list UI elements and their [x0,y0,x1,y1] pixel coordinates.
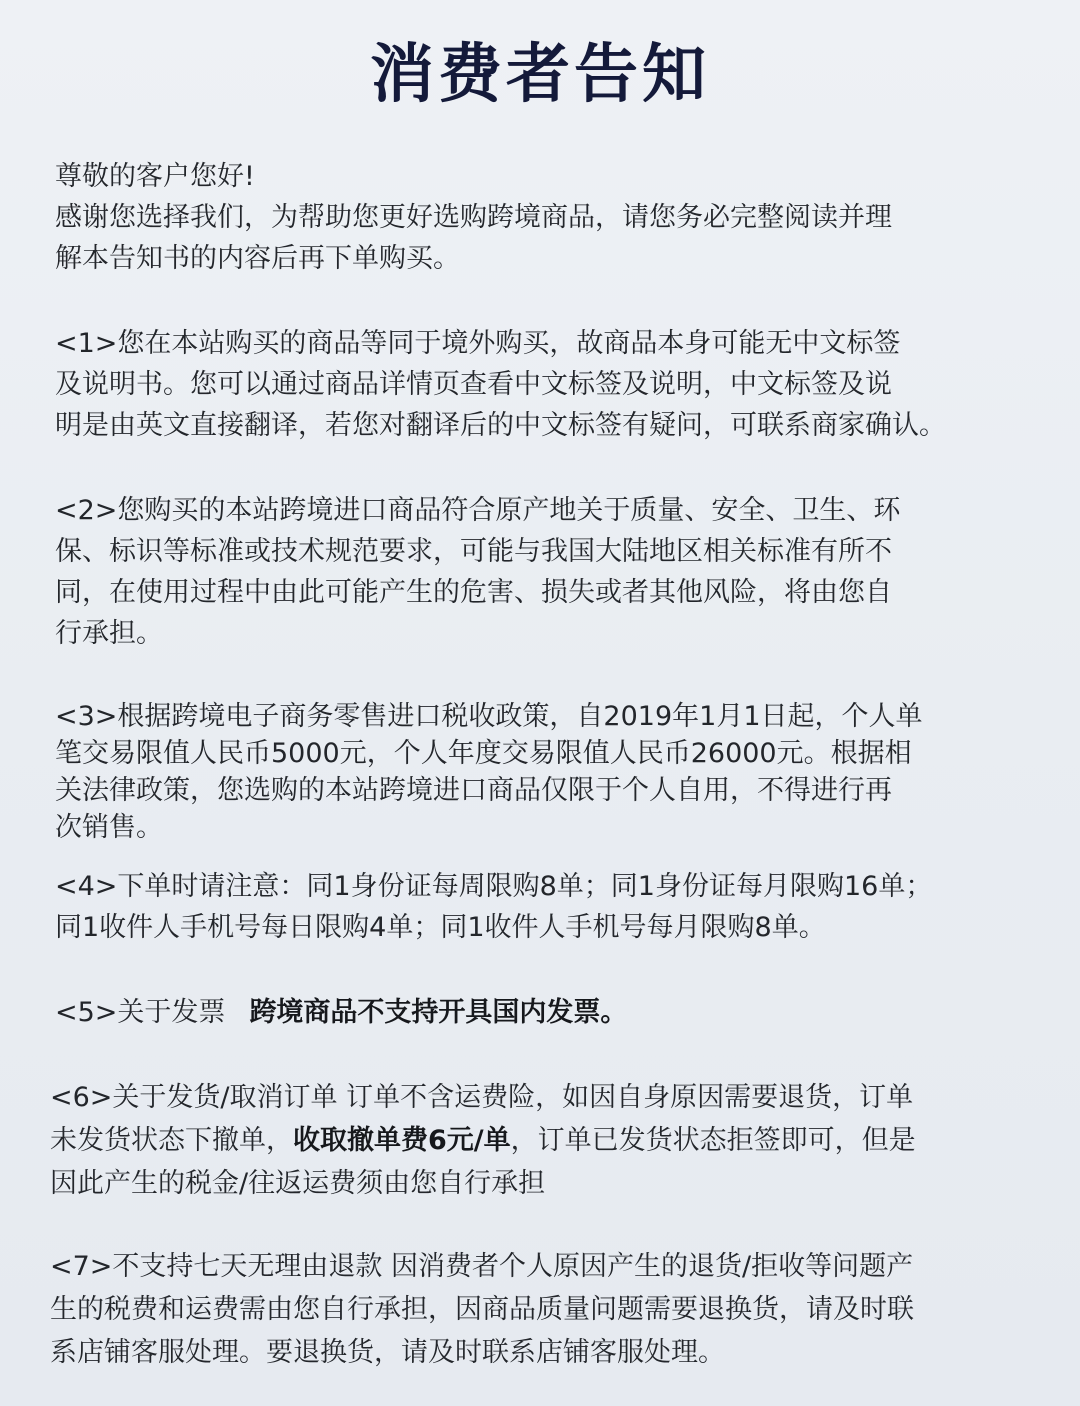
item-7-line: 系店铺客服处理。要退换货，请及时联系店铺客服处理。 [50,1337,725,1368]
notice-item-7 [50,1245,914,1374]
greeting-line: 感谢您选择我们，为帮助您更好选购跨境商品，请您务必完整阅读并理 [55,202,892,233]
item-5-bold-text: 跨境商品不支持开具国内发票。 [249,997,628,1028]
item-7-line: <7>不支持七天无理由退款 因消费者个人原因产生的退货/拒收等问题产 [50,1251,914,1282]
item-6-line: 因此产生的税金/往返运费须由您自行承担 [50,1168,546,1199]
item-7-line: 生的税费和运费需由您自行承担，因商品质量问题需要退换货，请及时联 [50,1294,914,1325]
item-6-line-post: ，订单已发货状态拒签即可，但是 [510,1125,916,1156]
item-4-line: 同1收件人手机号每日限购4单；同1收件人手机号每月限购8单。 [55,912,826,943]
item-3-line: 笔交易限值人民币5000元，个人年度交易限值人民币26000元。根据相 [55,738,912,769]
notice-item-3 [55,698,923,846]
notice-item-1 [55,323,946,446]
notice-item-2 [55,490,900,654]
item-2-line: 保、标识等标准或技术规范要求，可能与我国大陆地区相关标准有所不 [55,536,892,567]
item-2-line: <2>您购买的本站跨境进口商品符合原产地关于质量、安全、卫生、环 [55,495,901,526]
greeting-line: 解本告知书的内容后再下单购买。 [55,243,460,274]
item-6-line: <6>关于发货/取消订单 订单不含运费险，如因自身原因需要退货，订单 [50,1082,914,1113]
notice-item-5 [55,992,627,1033]
item-2-line: 同，在使用过程中由此可能产生的危害、损失或者其他风险，将由您自 [55,577,892,608]
item-2-line: 行承担。 [55,618,163,649]
item-1-line: <1>您在本站购买的商品等同于境外购买，故商品本身可能无中文标签 [55,328,901,359]
notice-item-6 [50,1076,916,1205]
item-5-label: <5>关于发票 [55,997,226,1028]
item-6-fee-bold: 收取撤单费6元/单 [293,1125,511,1156]
item-6-line-pre: 未发货状态下撤单， [50,1125,293,1156]
item-3-line: 次销售。 [55,812,163,843]
item-1-line: 明是由英文直接翻译，若您对翻译后的中文标签有疑问，可联系商家确认。 [55,410,946,441]
page-title: 消费者告知 [370,38,710,112]
greeting-paragraph [55,156,892,279]
item-6-line [50,1119,916,1162]
item-4-line: <4>下单时请注意：同1身份证每周限购8单；同1身份证每月限购16单； [55,871,933,902]
item-3-line: <3>根据跨境电子商务零售进口税收政策，自2019年1月1日起，个人单 [55,701,923,732]
item-3-line: 关法律政策，您选购的本站跨境进口商品仅限于个人自用，不得进行再 [55,775,892,806]
notice-item-4 [55,866,932,948]
greeting-line: 尊敬的客户您好! [55,161,255,192]
item-1-line: 及说明书。您可以通过商品详情页查看中文标签及说明，中文标签及说 [55,369,892,400]
